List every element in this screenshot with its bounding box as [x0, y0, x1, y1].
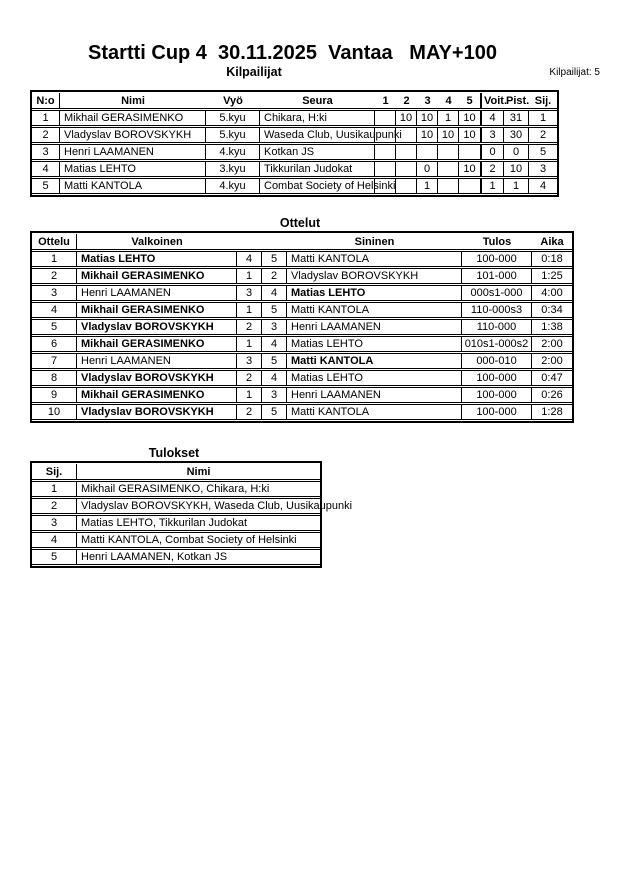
white-player-cell: Vladyslav BOROVSKYKH: [77, 319, 237, 335]
competitor-row: [32, 144, 557, 160]
competitor-name-cell: Henri LAAMANEN: [60, 144, 206, 160]
result-place-cell: 3: [32, 515, 77, 531]
col-header-place: Sij.: [32, 464, 77, 480]
match-row: [32, 353, 572, 369]
competitor-name-cell: Matias LEHTO: [60, 161, 206, 177]
score-cell-3: [417, 144, 438, 160]
white-player-cell: Mikhail GERASIMENKO: [77, 336, 237, 352]
blue-number-cell: 4: [262, 370, 287, 386]
result-name-cell: Vladyslav BOROVSKYKH, Waseda Club, Uusikaupunki: [77, 498, 320, 514]
match-row: [32, 302, 572, 318]
competitor-no-cell: 2: [32, 127, 60, 143]
score-cell-2: 10: [396, 110, 417, 126]
time-cell: 0:18: [532, 251, 572, 267]
match-row: [32, 319, 572, 335]
blue-player-cell: Matti KANTOLA: [287, 251, 462, 267]
result-place-cell: 2: [32, 498, 77, 514]
competitor-belt-cell: 4.kyu: [206, 144, 260, 160]
col-header-name: Nimi: [60, 93, 206, 109]
score-cell-5: 10: [459, 127, 480, 143]
score-cell-1: [375, 161, 396, 177]
time-cell: 1:25: [532, 268, 572, 284]
col-header-round-3: 3: [417, 93, 438, 109]
match-no-cell: 1: [32, 251, 77, 267]
match-no-cell: 8: [32, 370, 77, 386]
competitor-club-cell: Combat Society of Helsinki: [260, 178, 375, 194]
score-cell-1: [375, 110, 396, 126]
competitors-table: [30, 90, 559, 197]
page-title: Startti Cup 4 30.11.2025 Vantaa MAY+100: [88, 42, 497, 64]
competitor-row: [32, 110, 557, 126]
col-header-place: Sij.: [529, 93, 557, 109]
time-cell: 2:00: [532, 353, 572, 369]
match-no-cell: 6: [32, 336, 77, 352]
score-cell-4: [438, 178, 459, 194]
results-header-row: [32, 464, 320, 480]
white-player-cell: Mikhail GERASIMENKO: [77, 302, 237, 318]
white-number-cell: 2: [237, 404, 262, 420]
points-cell: 1: [504, 178, 529, 194]
blue-number-cell: 4: [262, 285, 287, 301]
col-header-blue: Sininen: [287, 234, 462, 250]
result-cell: 010s1-000s2: [462, 336, 532, 352]
score-cell-2: [396, 178, 417, 194]
points-cell: 10: [504, 161, 529, 177]
blue-player-cell: Matti KANTOLA: [287, 404, 462, 420]
match-row: [32, 370, 572, 386]
time-cell: 0:47: [532, 370, 572, 386]
result-row: [32, 549, 320, 565]
blue-player-cell: Vladyslav BOROVSKYKH: [287, 268, 462, 284]
match-no-cell: 4: [32, 302, 77, 318]
time-cell: 0:34: [532, 302, 572, 318]
points-cell: 31: [504, 110, 529, 126]
result-row: [32, 532, 320, 548]
blue-player-cell: Matias LEHTO: [287, 336, 462, 352]
time-cell: 4:00: [532, 285, 572, 301]
score-cell-1: [375, 144, 396, 160]
result-cell: 000s1-000: [462, 285, 532, 301]
place-cell: 4: [529, 178, 557, 194]
score-cell-3: 10: [417, 127, 438, 143]
competitor-row: [32, 127, 557, 143]
col-header-match: Ottelu: [32, 234, 77, 250]
place-cell: 5: [529, 144, 557, 160]
blue-number-cell: 3: [262, 387, 287, 403]
competitor-no-cell: 5: [32, 178, 60, 194]
match-no-cell: 3: [32, 285, 77, 301]
score-cell-4: [438, 161, 459, 177]
col-header-round-2: 2: [396, 93, 417, 109]
white-number-cell: 1: [237, 336, 262, 352]
score-cell-4: 10: [438, 127, 459, 143]
score-cell-5: 10: [459, 161, 480, 177]
place-cell: 1: [529, 110, 557, 126]
result-cell: 110-000s3: [462, 302, 532, 318]
result-cell: 110-000: [462, 319, 532, 335]
match-no-cell: 9: [32, 387, 77, 403]
result-cell: 100-000: [462, 251, 532, 267]
white-number-cell: 2: [237, 319, 262, 335]
results-table: [30, 461, 353, 568]
col-header-club: Seura: [260, 93, 375, 109]
competitor-belt-cell: 4.kyu: [206, 178, 260, 194]
white-number-cell: 1: [237, 268, 262, 284]
competitor-name-cell: Vladyslav BOROVSKYKH: [60, 127, 206, 143]
blue-player-cell: Henri LAAMANEN: [287, 319, 462, 335]
white-player-cell: Vladyslav BOROVSKYKH: [77, 370, 237, 386]
competitor-no-cell: 1: [32, 110, 60, 126]
white-player-cell: Henri LAAMANEN: [77, 353, 237, 369]
blue-number-cell: 2: [262, 268, 287, 284]
score-cell-3: 10: [417, 110, 438, 126]
col-header-round-1: 1: [375, 93, 396, 109]
score-cell-5: [459, 144, 480, 160]
blue-number-cell: 3: [262, 319, 287, 335]
wins-cell: 1: [480, 178, 504, 194]
time-cell: 1:28: [532, 404, 572, 420]
points-cell: 30: [504, 127, 529, 143]
result-cell: 100-000: [462, 387, 532, 403]
white-number-cell: 1: [237, 302, 262, 318]
match-row: [32, 268, 572, 284]
blue-number-cell: 5: [262, 404, 287, 420]
white-number-cell: 4: [237, 251, 262, 267]
blue-player-cell: Matias LEHTO: [287, 285, 462, 301]
blue-player-cell: Henri LAAMANEN: [287, 387, 462, 403]
white-number-cell: 3: [237, 353, 262, 369]
time-cell: 0:26: [532, 387, 572, 403]
col-header-name: Nimi: [77, 464, 320, 480]
match-no-cell: 2: [32, 268, 77, 284]
white-player-cell: Vladyslav BOROVSKYKH: [77, 404, 237, 420]
blue-number-cell: 5: [262, 353, 287, 369]
match-row: [32, 404, 572, 420]
result-name-cell: Matias LEHTO, Tikkurilan Judokat: [77, 515, 320, 531]
competitor-club-cell: Tikkurilan Judokat: [260, 161, 375, 177]
score-cell-2: [396, 144, 417, 160]
result-place-cell: 5: [32, 549, 77, 565]
place-cell: 3: [529, 161, 557, 177]
score-cell-3: 0: [417, 161, 438, 177]
col-header-wins: Voit.: [480, 93, 504, 109]
competitor-club-cell: Chikara, H:ki: [260, 110, 375, 126]
wins-cell: 0: [480, 144, 504, 160]
competitors-section-heading: Kilpailijat: [226, 65, 282, 79]
score-cell-4: 1: [438, 110, 459, 126]
white-number-cell: 2: [237, 370, 262, 386]
time-cell: 1:38: [532, 319, 572, 335]
result-cell: 100-000: [462, 404, 532, 420]
match-no-cell: 5: [32, 319, 77, 335]
col-header-no: N:o: [32, 93, 60, 109]
result-cell: 000-010: [462, 353, 532, 369]
blue-number-cell: 5: [262, 302, 287, 318]
wins-cell: 4: [480, 110, 504, 126]
result-cell: 100-000: [462, 370, 532, 386]
match-no-cell: 7: [32, 353, 77, 369]
wins-cell: 3: [480, 127, 504, 143]
time-cell: 2:00: [532, 336, 572, 352]
col-header-belt: Vyö: [206, 93, 260, 109]
blue-number-cell: 5: [262, 251, 287, 267]
col-header-result: Tulos: [462, 234, 532, 250]
competitor-belt-cell: 3.kyu: [206, 161, 260, 177]
blue-player-cell: Matti KANTOLA: [287, 302, 462, 318]
matches-section-heading: Ottelut: [279, 216, 321, 230]
col-header-white: Valkoinen: [77, 234, 237, 250]
matches-header-row: [32, 234, 572, 250]
result-row: [32, 498, 320, 514]
competitor-belt-cell: 5.kyu: [206, 127, 260, 143]
competitor-row: [32, 178, 557, 194]
results-section-heading: Tulokset: [148, 446, 200, 460]
blue-number-cell: 4: [262, 336, 287, 352]
competitor-club-cell: Kotkan JS: [260, 144, 375, 160]
col-header-numbers: [237, 234, 287, 250]
competitor-name-cell: Mikhail GERASIMENKO: [60, 110, 206, 126]
col-header-points: Pist.: [504, 93, 529, 109]
result-row: [32, 515, 320, 531]
col-header-round-4: 4: [438, 93, 459, 109]
score-cell-2: [396, 161, 417, 177]
score-cell-5: 10: [459, 110, 480, 126]
score-cell-5: [459, 178, 480, 194]
match-row: [32, 285, 572, 301]
blue-player-cell: Matti KANTOLA: [287, 353, 462, 369]
score-cell-4: [438, 144, 459, 160]
match-row: [32, 336, 572, 352]
col-header-time: Aika: [532, 234, 572, 250]
result-place-cell: 1: [32, 481, 77, 497]
competitor-club-cell: Waseda Club, Uusikaupunki: [260, 127, 375, 143]
matches-table: [30, 231, 574, 423]
competitor-name-cell: Matti KANTOLA: [60, 178, 206, 194]
white-player-cell: Henri LAAMANEN: [77, 285, 237, 301]
result-cell: 101-000: [462, 268, 532, 284]
match-no-cell: 10: [32, 404, 77, 420]
white-number-cell: 1: [237, 387, 262, 403]
wins-cell: 2: [480, 161, 504, 177]
white-player-cell: Mikhail GERASIMENKO: [77, 268, 237, 284]
competitors-header-row: [32, 93, 557, 109]
white-player-cell: Matias LEHTO: [77, 251, 237, 267]
competitor-row: [32, 161, 557, 177]
score-cell-3: 1: [417, 178, 438, 194]
result-name-cell: Mikhail GERASIMENKO, Chikara, H:ki: [77, 481, 320, 497]
competitor-belt-cell: 5.kyu: [206, 110, 260, 126]
result-place-cell: 4: [32, 532, 77, 548]
match-row: [32, 387, 572, 403]
result-name-cell: Henri LAAMANEN, Kotkan JS: [77, 549, 320, 565]
competitor-no-cell: 4: [32, 161, 60, 177]
competitor-no-cell: 3: [32, 144, 60, 160]
match-row: [32, 251, 572, 267]
place-cell: 2: [529, 127, 557, 143]
result-row: [32, 481, 320, 497]
white-player-cell: Mikhail GERASIMENKO: [77, 387, 237, 403]
blue-player-cell: Matias LEHTO: [287, 370, 462, 386]
competitors-count-label: Kilpailijat: 5: [549, 67, 600, 78]
points-cell: 0: [504, 144, 529, 160]
col-header-round-5: 5: [459, 93, 480, 109]
result-name-cell: Matti KANTOLA, Combat Society of Helsinki: [77, 532, 320, 548]
white-number-cell: 3: [237, 285, 262, 301]
